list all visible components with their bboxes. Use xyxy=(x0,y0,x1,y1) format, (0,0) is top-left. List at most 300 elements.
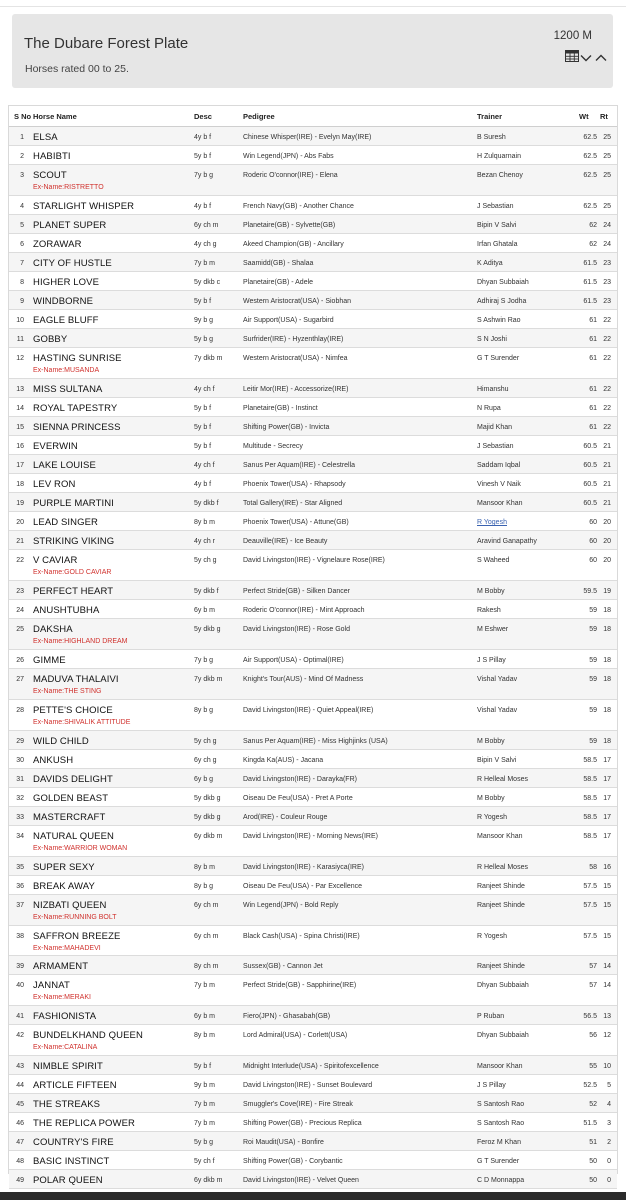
horse-rating: 18 xyxy=(603,656,611,664)
horse-desc: 4y ch f xyxy=(194,462,215,469)
horse-weight: 61.5 xyxy=(583,278,597,286)
horse-name[interactable]: PURPLE MARTINI xyxy=(33,498,114,510)
trainer-name: Ranjeet Shinde xyxy=(477,901,525,909)
horse-rating: 18 xyxy=(603,675,611,683)
horse-rating: 22 xyxy=(603,355,611,363)
row-sno: 8 xyxy=(20,278,24,286)
top-edge xyxy=(0,0,626,7)
horse-desc: 5y dkb f xyxy=(194,500,219,508)
trainer-name: G T Surender xyxy=(477,355,520,363)
trainer-name: S Santosh Rao xyxy=(477,1101,525,1109)
horse-name[interactable]: BASIC INSTINCT xyxy=(33,1156,110,1168)
table-row xyxy=(9,234,617,253)
trainer-name: Himanshu xyxy=(477,385,509,393)
col-sno: S No xyxy=(14,112,32,121)
horse-rating: 2 xyxy=(607,1139,611,1147)
trainer-name[interactable]: R Yogesh xyxy=(477,519,507,527)
race-header xyxy=(12,14,613,88)
horse-name[interactable]: SIENNA PRINCESS xyxy=(33,421,121,433)
trainer-name: S Santosh Rao xyxy=(477,1120,525,1128)
horse-name[interactable]: WINDBORNE xyxy=(33,296,94,307)
row-sno: 10 xyxy=(16,317,24,325)
horse-name[interactable]: BREAK AWAY xyxy=(33,880,95,892)
horse-weight: 61.5 xyxy=(583,298,597,305)
horse-rating: 14 xyxy=(603,963,611,971)
horse-name[interactable]: ELSA xyxy=(33,132,58,143)
horse-rating: 21 xyxy=(603,481,611,489)
horse-desc: 5y b g xyxy=(194,336,214,344)
horse-name[interactable]: THE STREAKS xyxy=(33,1099,101,1111)
horse-rating: 15 xyxy=(603,901,611,909)
row-sno: 41 xyxy=(16,1013,24,1021)
horse-name[interactable]: WILD CHILD xyxy=(33,735,89,747)
table-row xyxy=(9,1170,617,1189)
horse-rating: 23 xyxy=(603,298,611,305)
horse-pedigree: David Livingston(IRE) - Vignelaure Rose(IRE) xyxy=(243,557,385,565)
horse-weight: 62.5 xyxy=(583,134,597,141)
horse-weight: 60.5 xyxy=(583,500,597,508)
horse-name[interactable]: MASTERCRAFT xyxy=(33,811,106,823)
horse-weight: 62 xyxy=(589,221,597,229)
table-row xyxy=(9,310,617,329)
horse-desc: 5y dkb c xyxy=(194,278,221,286)
horse-pedigree: Western Aristocrat(USA) - Nimfea xyxy=(243,355,348,363)
trainer-name: J Sebastian xyxy=(477,202,514,210)
horse-desc: 7y b g xyxy=(194,172,214,180)
horse-pedigree: Sanus Per Aquam(IRE) - Celestrella xyxy=(243,462,356,469)
horse-name[interactable]: FASHIONISTA xyxy=(33,1011,97,1023)
horse-desc: 5y ch f xyxy=(194,1158,215,1166)
horse-pedigree: Saamidd(GB) - Shalaa xyxy=(243,259,314,267)
horse-name[interactable]: PERFECT HEART xyxy=(33,585,114,597)
horse-rating: 21 xyxy=(603,462,611,469)
horse-desc: 5y ch g xyxy=(194,557,217,565)
row-sno: 37 xyxy=(16,901,24,909)
row-sno: 40 xyxy=(16,982,24,990)
horse-weight: 52 xyxy=(589,1101,597,1109)
table-row xyxy=(9,127,617,146)
horse-rating: 23 xyxy=(603,278,611,286)
chevron-down-icon[interactable] xyxy=(580,54,592,62)
row-sno: 23 xyxy=(16,587,24,595)
horse-desc: 7y b m xyxy=(194,259,216,267)
row-sno: 44 xyxy=(16,1082,24,1090)
row-sno: 24 xyxy=(16,606,24,614)
horse-desc: 7y b m xyxy=(194,982,216,990)
horse-pedigree: David Livingston(IRE) - Velvet Queen xyxy=(243,1177,359,1185)
horse-weight: 59 xyxy=(589,706,597,714)
horse-name[interactable]: SAFFRON BREEZE xyxy=(33,930,121,942)
row-sno: 14 xyxy=(16,404,24,412)
horse-ex-name: Ex-Name:MUSANDA xyxy=(33,367,100,375)
horse-rating: 25 xyxy=(603,172,611,180)
trainer-name: S Waheed xyxy=(477,557,510,565)
horse-desc: 6y b m xyxy=(194,606,216,614)
horse-weight: 60 xyxy=(589,557,597,565)
row-sno: 43 xyxy=(16,1063,24,1071)
horse-pedigree: Chinese Whisper(IRE) - Evelyn May(IRE) xyxy=(243,134,372,141)
horse-rating: 15 xyxy=(603,932,611,940)
trainer-name: R Helleal Moses xyxy=(477,863,528,871)
table-row xyxy=(9,348,617,379)
horse-weight: 50 xyxy=(589,1177,597,1185)
row-sno: 27 xyxy=(16,675,24,683)
horse-pedigree: Akeed Champion(GB) - Ancillary xyxy=(243,240,344,248)
horse-weight: 62.5 xyxy=(583,153,597,161)
row-sno: 47 xyxy=(16,1139,24,1147)
horse-name[interactable]: NIMBLE SPIRIT xyxy=(33,1061,103,1073)
table-row xyxy=(9,895,617,926)
horse-name[interactable]: LEAD SINGER xyxy=(33,517,98,529)
horse-pedigree: David Livingston(IRE) - Karasiyca(IRE) xyxy=(243,863,364,871)
table-row xyxy=(9,731,617,750)
horse-pedigree: Roderic O'connor(IRE) - Elena xyxy=(243,172,338,180)
trainer-name: B Suresh xyxy=(477,134,506,141)
horse-name[interactable]: ARTICLE FIFTEEN xyxy=(33,1080,117,1092)
horse-weight: 62 xyxy=(589,240,597,248)
horse-desc: 4y b f xyxy=(194,202,212,210)
horse-rating: 18 xyxy=(603,606,611,614)
horse-weight: 57.5 xyxy=(583,882,597,890)
horse-name[interactable]: GOLDEN BEAST xyxy=(33,792,109,804)
horse-pedigree: Air Support(USA) - Optimal(IRE) xyxy=(243,656,344,664)
horse-name[interactable]: LEV RON xyxy=(33,479,76,491)
horse-weight: 57 xyxy=(589,963,597,971)
trainer-name: N Rupa xyxy=(477,404,501,412)
horse-rating: 3 xyxy=(607,1120,611,1128)
horse-weight: 62.5 xyxy=(583,202,597,210)
horse-name[interactable]: ANKUSH xyxy=(33,754,74,766)
horse-name[interactable]: HASTING SUNRISE xyxy=(33,353,122,365)
horse-pedigree: Win Legend(JPN) - Abs Fabs xyxy=(243,153,334,161)
row-sno: 22 xyxy=(16,557,24,565)
horse-desc: 7y b m xyxy=(194,1101,216,1109)
horse-pedigree: Planetaire(GB) - Adele xyxy=(243,278,314,286)
horse-rating: 18 xyxy=(603,626,611,633)
trainer-name: Feroz M Khan xyxy=(477,1139,521,1147)
horse-ex-name: Ex-Name:WARRIOR WOMAN xyxy=(33,844,128,852)
row-sno: 16 xyxy=(16,442,24,450)
horse-rating: 14 xyxy=(603,982,611,990)
horse-rating: 22 xyxy=(603,385,611,393)
trainer-name: R Yogesh xyxy=(477,813,507,821)
horse-desc: 5y ch g xyxy=(194,737,217,745)
row-sno: 36 xyxy=(16,882,24,890)
trainer-name: M Eshwer xyxy=(477,626,509,633)
horse-pedigree: Roi Maudit(USA) - Bonfire xyxy=(243,1139,324,1147)
horse-rating: 17 xyxy=(603,794,611,802)
horse-desc: 4y b f xyxy=(194,481,212,489)
row-sno: 46 xyxy=(16,1120,24,1128)
table-row xyxy=(9,876,617,895)
row-sno: 42 xyxy=(16,1032,24,1040)
trainer-name: G T Surender xyxy=(477,1158,520,1166)
horse-rating: 20 xyxy=(603,557,611,565)
horse-desc: 7y b g xyxy=(194,656,214,664)
trainer-name: Bezan Chenoy xyxy=(477,172,523,180)
horse-weight: 61 xyxy=(589,317,597,325)
trainer-name: J S Pillay xyxy=(477,656,506,664)
row-sno: 6 xyxy=(20,240,24,248)
horse-rating: 22 xyxy=(603,423,611,431)
horse-rating: 0 xyxy=(607,1158,611,1166)
horse-desc: 9y b m xyxy=(194,1082,216,1090)
horse-name[interactable]: SCOUT xyxy=(33,170,67,182)
horse-ex-name: Ex-Name:MAHADEVI xyxy=(33,944,101,952)
table-row xyxy=(9,417,617,436)
horse-desc: 8y b m xyxy=(194,519,216,527)
horse-weight: 59.5 xyxy=(583,587,597,595)
table-grid-icon[interactable] xyxy=(565,50,579,62)
horse-rating: 17 xyxy=(603,756,611,764)
horse-desc: 8y ch m xyxy=(194,963,219,971)
horse-name[interactable]: MADUVA THALAIVI xyxy=(33,673,119,685)
horse-weight: 58.5 xyxy=(583,794,597,802)
horse-weight: 50 xyxy=(589,1158,597,1166)
horse-name[interactable]: PETTE'S CHOICE xyxy=(33,704,113,716)
horse-rating: 12 xyxy=(603,1032,611,1040)
horse-weight: 60.5 xyxy=(583,481,597,489)
horse-pedigree: Oiseau De Feu(USA) - Par Excellence xyxy=(243,882,363,890)
horse-desc: 6y ch m xyxy=(194,932,219,940)
horse-name[interactable]: BUNDELKHAND QUEEN xyxy=(33,1030,143,1042)
horse-weight: 59 xyxy=(589,626,597,633)
horse-weight: 60 xyxy=(589,519,597,527)
horse-rating: 5 xyxy=(607,1082,611,1090)
horse-desc: 5y dkb g xyxy=(194,794,221,802)
horse-name[interactable]: NATURAL QUEEN xyxy=(33,830,115,842)
horse-pedigree: Total Gallery(IRE) - Star Aligned xyxy=(243,500,343,508)
horse-name[interactable]: SUPER SEXY xyxy=(33,861,95,873)
trainer-name: Dhyan Subbaiah xyxy=(477,982,529,990)
horse-name[interactable]: HABIBTI xyxy=(33,151,71,163)
horse-name[interactable]: DAKSHA xyxy=(33,624,73,635)
horse-rating: 25 xyxy=(603,153,611,161)
horse-desc: 7y dkb m xyxy=(194,675,223,683)
horse-rating: 18 xyxy=(603,737,611,745)
trainer-name: Irfan Ghatala xyxy=(477,240,518,248)
horse-rating: 0 xyxy=(607,1177,611,1185)
horse-weight: 61 xyxy=(589,423,597,431)
row-sno: 15 xyxy=(16,423,24,431)
horse-name[interactable]: ZORAWAR xyxy=(33,238,82,250)
trainer-name: Mansoor Khan xyxy=(477,1063,523,1071)
horse-weight: 60.5 xyxy=(583,442,597,450)
horse-rating: 15 xyxy=(603,882,611,890)
trainer-name: P Ruban xyxy=(477,1013,505,1021)
table-row xyxy=(9,669,617,700)
horse-name[interactable]: DAVIDS DELIGHT xyxy=(33,773,113,785)
horse-name[interactable]: ROYAL TAPESTRY xyxy=(33,402,118,414)
row-sno: 38 xyxy=(16,932,24,940)
horse-pedigree: Perfect Stride(GB) - Sapphirine(IRE) xyxy=(243,982,357,990)
table-row xyxy=(9,700,617,731)
horse-desc: 5y b f xyxy=(194,153,212,161)
horse-weight: 59 xyxy=(589,606,597,614)
horse-desc: 5y b f xyxy=(194,423,212,431)
table-row xyxy=(9,975,617,1006)
horse-ex-name: Ex-Name:MERAKI xyxy=(33,994,91,1002)
table-row xyxy=(9,1025,617,1056)
row-sno: 32 xyxy=(16,794,24,802)
horse-name[interactable]: GIMME xyxy=(33,654,66,666)
horse-pedigree: Phoenix Tower(USA) - Rhapsody xyxy=(243,481,346,489)
table-row xyxy=(9,926,617,957)
horse-ex-name: Ex-Name:SHIVALIK ATTITUDE xyxy=(33,718,131,726)
horse-weight: 56 xyxy=(589,1032,597,1040)
horse-pedigree: Western Aristocrat(USA) - Siobhan xyxy=(243,298,352,305)
horse-name[interactable]: ARMAMENT xyxy=(33,961,89,973)
col-horse-name: Horse Name xyxy=(33,112,77,121)
horse-rating: 25 xyxy=(603,134,611,141)
horse-pedigree: David Livingston(IRE) - Morning News(IRE) xyxy=(243,832,378,840)
horse-weight: 51.5 xyxy=(583,1120,597,1128)
horse-name[interactable]: CITY OF HUSTLE xyxy=(33,257,112,269)
horse-weight: 61 xyxy=(589,404,597,412)
horse-weight: 60.5 xyxy=(583,462,597,469)
horse-name[interactable]: COUNTRY'S FIRE xyxy=(33,1137,114,1149)
row-sno: 3 xyxy=(20,172,24,180)
horse-rating: 17 xyxy=(603,832,611,840)
table-row xyxy=(9,1075,617,1094)
horse-rating: 4 xyxy=(607,1101,611,1109)
horse-desc: 5y b f xyxy=(194,298,212,305)
horse-name[interactable]: GOBBY xyxy=(33,334,68,346)
table-row xyxy=(9,215,617,234)
horse-name[interactable]: NIZBATI QUEEN xyxy=(33,899,107,911)
horse-name[interactable]: LAKE LOUISE xyxy=(33,460,96,471)
horse-ex-name: Ex-Name:RISTRETTO xyxy=(33,184,104,192)
horse-weight: 57.5 xyxy=(583,932,597,940)
horse-weight: 56.5 xyxy=(583,1013,597,1021)
horse-pedigree: Leitir Mor(IRE) - Accessorize(IRE) xyxy=(243,385,349,393)
horse-ex-name: Ex-Name:HIGHLAND DREAM xyxy=(33,638,128,645)
horse-weight: 52.5 xyxy=(583,1082,597,1090)
trainer-name: Mansoor Khan xyxy=(477,832,523,840)
row-sno: 34 xyxy=(16,832,24,840)
horse-name[interactable]: HIGHER LOVE xyxy=(33,276,100,288)
horse-name[interactable]: MISS SULTANA xyxy=(33,383,103,395)
bottom-bar xyxy=(0,1192,626,1200)
table-row xyxy=(9,474,617,493)
table-row xyxy=(9,455,617,474)
table-row xyxy=(9,436,617,455)
horse-pedigree: Black Cash(USA) - Spina Christi(IRE) xyxy=(243,932,360,940)
horse-name[interactable]: POLAR QUEEN xyxy=(33,1175,103,1187)
horse-name[interactable]: THE REPLICA POWER xyxy=(33,1118,135,1130)
horse-pedigree: Perfect Stride(GB) - Silken Dancer xyxy=(243,587,350,595)
horse-name[interactable]: STARLIGHT WHISPER xyxy=(33,200,135,212)
race-distance: 1200 M xyxy=(553,30,592,42)
horse-pedigree: Lord Admiral(USA) - Corlett(USA) xyxy=(243,1032,348,1040)
horse-pedigree: Knight's Tour(AUS) - Mind Of Madness xyxy=(243,675,364,683)
horse-pedigree: Multitude - Secrecy xyxy=(243,442,303,450)
trainer-name: Majid Khan xyxy=(477,423,513,431)
trainer-name: J S Pillay xyxy=(477,1082,506,1090)
row-sno: 1 xyxy=(20,134,24,141)
horse-weight: 59 xyxy=(589,737,597,745)
horse-pedigree: David Livingston(IRE) - Quiet Appeal(IRE) xyxy=(243,706,374,714)
trainer-name: C D Monnappa xyxy=(477,1177,525,1185)
table-row xyxy=(9,650,617,669)
table-row xyxy=(9,329,617,348)
horse-name[interactable]: ANUSHTUBHA xyxy=(33,604,100,616)
horse-rating: 22 xyxy=(603,336,611,344)
col-wt: Wt xyxy=(579,112,589,121)
horse-pedigree: Sanus Per Aquam(IRE) - Miss Highjinks (USA) xyxy=(243,737,388,745)
horse-name[interactable]: STRIKING VIKING xyxy=(33,536,115,548)
horse-weight: 59 xyxy=(589,675,597,683)
horse-name[interactable]: PLANET SUPER xyxy=(33,219,107,231)
table-header xyxy=(9,106,617,127)
horse-rating: 20 xyxy=(603,519,611,527)
trainer-name: Rakesh xyxy=(477,606,501,614)
chevron-up-icon[interactable] xyxy=(595,54,607,62)
horse-weight: 58.5 xyxy=(583,832,597,840)
horse-ex-name: Ex-Name:CATALINA xyxy=(33,1044,98,1052)
horse-weight: 51 xyxy=(589,1139,597,1147)
row-sno: 5 xyxy=(20,221,24,229)
trainer-name: H Zulquarnain xyxy=(477,153,521,161)
row-sno: 28 xyxy=(16,706,24,714)
row-sno: 39 xyxy=(16,963,24,971)
horse-rating: 17 xyxy=(603,813,611,821)
row-sno: 12 xyxy=(16,355,24,363)
trainer-name: M Bobby xyxy=(477,794,505,802)
row-sno: 11 xyxy=(16,336,24,344)
view-controls xyxy=(565,49,609,65)
horse-desc: 9y b g xyxy=(194,317,214,325)
table-row xyxy=(9,857,617,876)
trainer-name: Vishal Yadav xyxy=(477,675,518,683)
horse-pedigree: David Livingston(IRE) - Rose Gold xyxy=(243,626,350,633)
row-sno: 26 xyxy=(16,656,24,664)
horse-weight: 58.5 xyxy=(583,756,597,764)
horse-ex-name: Ex-Name:THE STING xyxy=(33,687,102,695)
horse-name[interactable]: V CAVIAR xyxy=(33,555,78,567)
horse-name[interactable]: JANNAT xyxy=(33,980,70,992)
row-sno: 49 xyxy=(16,1177,24,1185)
horse-weight: 61 xyxy=(589,385,597,393)
row-sno: 33 xyxy=(16,813,24,821)
table-row xyxy=(9,788,617,807)
trainer-name: R Yogesh xyxy=(477,932,507,940)
row-sno: 19 xyxy=(16,500,24,508)
row-sno: 21 xyxy=(16,538,24,546)
table-row xyxy=(9,1006,617,1025)
trainer-name: M Bobby xyxy=(477,587,505,595)
horse-name[interactable]: EVERWIN xyxy=(33,440,78,452)
trainer-name: Bipin V Salvi xyxy=(477,756,517,764)
row-sno: 30 xyxy=(16,756,24,764)
table-row xyxy=(9,581,617,600)
horse-rating: 17 xyxy=(603,775,611,783)
horse-desc: 8y b m xyxy=(194,863,216,871)
horse-pedigree: Roderic O'connor(IRE) - Mint Approach xyxy=(243,606,365,614)
trainer-name: Aravind Ganapathy xyxy=(477,538,537,546)
col-desc: Desc xyxy=(194,112,212,121)
horse-rating: 21 xyxy=(603,500,611,508)
horse-rating: 25 xyxy=(603,202,611,210)
horse-weight: 57 xyxy=(589,982,597,990)
horse-rating: 21 xyxy=(603,442,611,450)
horse-name[interactable]: EAGLE BLUFF xyxy=(33,315,99,327)
row-sno: 13 xyxy=(16,385,24,393)
horse-desc: 6y ch m xyxy=(194,221,219,229)
trainer-name: R Helleal Moses xyxy=(477,775,528,783)
horse-desc: 5y dkb g xyxy=(194,813,221,821)
horse-pedigree: Shifting Power(GB) - Corybantic xyxy=(243,1158,343,1166)
